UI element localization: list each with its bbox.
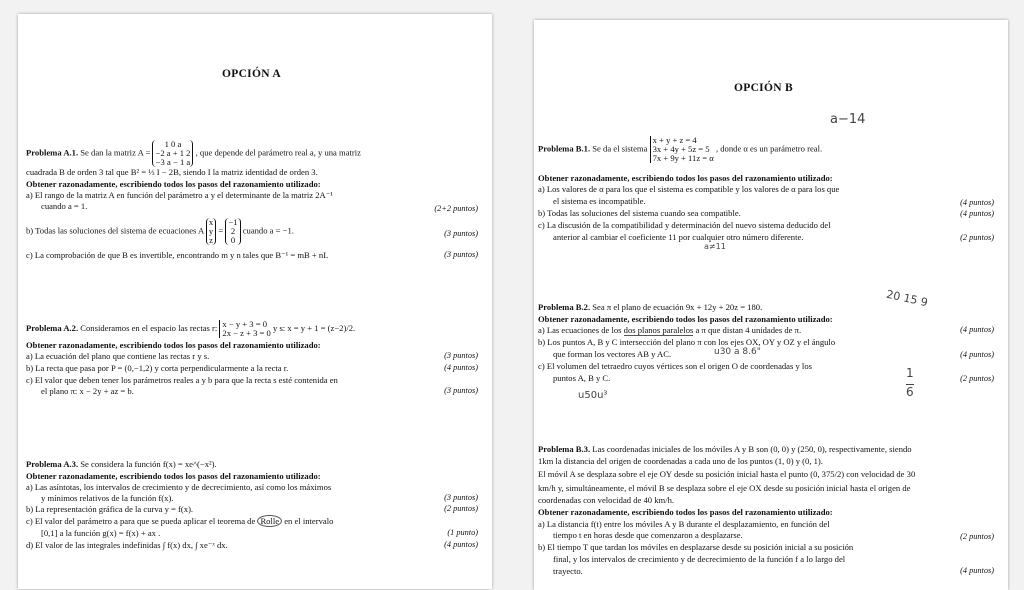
problem-b1-line1: Problema B.1. Se da el sistema x + y + z = 4 3x + 4y + 5z = 5 7x + 9y + 11z = α , donde α es un parámetro real. [538,135,823,163]
handwritten-note-6: 6 [906,385,914,399]
b3-item-a-cont: tiempo t en horas desde que comenzaron a desplazarse. [553,530,743,540]
b3-b-points: (4 puntos) [960,566,994,575]
page-option-b [534,20,1008,590]
b2-b-points: (4 puntos) [960,350,994,359]
b1-c-points: (2 puntos) [960,233,994,242]
a3-item-a: a) Las asíntotas, los intervalos de crecimiento y de decrecimiento, así como los máximos [26,482,332,492]
b2-c-points: (2 puntos) [960,374,994,383]
handwritten-note-2: a≠11 [704,242,726,251]
a3-item-c: c) El valor del parámetro a para que se pueda aplicar el teorema de Rolle en el intervalo [26,516,334,526]
a1-c-points: (3 puntos) [444,250,478,259]
b3-item-a: a) La distancia f(t) entre los móviles A y B durante el desplazamiento, en función del [538,519,830,529]
b3-line4: km/h y, simultáneamente, el móvil B se desplaza sobre el eje OX desde su posición inicial hasta el origen de [538,483,911,493]
a1-item-a: a) El rango de la matriz A en función del parámetro a y el determinante de la matriz 2A⁻¹ [26,190,333,200]
b2-item-b-cont: que forman los vectores AB y AC. [553,349,672,359]
b1-item-b: b) Todas las soluciones del sistema cuando sea compatible. [538,208,741,218]
underlined-parallel-planes: dos planos paralelos [623,325,694,335]
problem-b3-line1: Problema B.3. Las coordenadas iniciales de los móviles A y B son (0, 0) y (250, 0), respectivamente, siendo [538,444,912,454]
a1-b-points: (3 puntos) [444,229,478,238]
system-r: x − y + 3 = 0 2x − z + 3 = 0 [219,320,270,338]
b2-item-b: b) Los puntos A, B y C intersección del plano π con los ejes OX, OY y OZ y el ángulo [538,337,836,347]
instruction-a3: Obtener razonadamente, escribiendo todos los pasos del razonamiento utilizado: [26,471,321,481]
matrix-a: 1 0 a −2 a + 1 2 −3 a − 1 a [152,140,193,167]
handwritten-note-5: 1 [906,366,914,380]
a2-item-c: c) El valor que deben tener los parámetros reales a y b para que la recta s esté contenida en [26,375,338,385]
a2-item-a: a) La ecuación del plano que contiene las rectas r y s. [26,351,210,361]
instruction-b2: Obtener razonadamente, escribiendo todos los pasos del razonamiento utilizado: [538,314,833,324]
b1-item-a-cont: el sistema es incompatible. [553,196,646,206]
b1-item-a: a) Los valores de α para los que el sistema es compatible y los valores de α para los que [538,184,840,194]
b3-line5: coordenadas con velocidad de 40 km/h. [538,495,675,505]
a2-b-points: (4 puntos) [444,363,478,372]
b2-item-c-cont: puntos A, B y C. [553,373,611,383]
a2-a-points: (3 puntos) [444,351,478,360]
problem-b2-line1: Problema B.2. Sea π el plano de ecuación 9x + 12y + 20z = 180. [538,302,763,312]
a3-item-d: d) El valor de las integrales indefinidas ∫ f(x) dx, ∫ xe⁻ˣ dx. [26,540,228,550]
a3-d-points: (4 puntos) [444,540,478,549]
a2-item-c-cont: el plano π: x − 2y + az = b. [41,386,134,396]
b1-b-points: (4 puntos) [960,209,994,218]
b3-line2: 1km la distancia del origen de coordenadas a cada uno de los puntos (1, 0) y (0, 1). [538,456,823,466]
b2-item-a: a) Las ecuaciones de los dos planos paralelos a π que distan 4 unidades de π. [538,325,802,335]
instruction-a1: Obtener razonadamente, escribiendo todos los pasos del razonamiento utilizado: [26,179,321,189]
a1-a-points: (2+2 puntos) [434,204,478,213]
b2-a-points: (4 puntos) [960,325,994,334]
b3-item-b-cont: final, y los intervalos de crecimiento y de decrecimiento de la función f a lo largo del [553,554,846,564]
handwritten-note-7: u50u³ [578,390,608,401]
problem-a1-line1: Problema A.1. Se dan la matriz A = 1 0 a −2 a + 1 2 −3 a − 1 a , que depende del parámetro real a, y una matriz [26,139,361,167]
instruction-a2: Obtener razonadamente, escribiendo todos los pasos del razonamiento utilizado: [26,340,321,350]
a3-b-points: (2 puntos) [444,504,478,513]
a1-item-b: b) Todas las soluciones del sistema de ecuaciones A x y z = −1 2 0 cuando a = −1. [26,217,294,245]
a3-item-a-cont: y mínimos relativos de la función f(x). [41,493,174,503]
circled-word-rolle: Rolle [257,515,282,527]
a3-a-points: (3 puntos) [444,493,478,502]
a3-c-points: (1 punto) [447,528,478,537]
problem-a3-line1: Problema A.3. Se considera la función f(x) = xe^(−x²). [26,459,217,469]
a2-item-b: b) La recta que pasa por P = (0,−1,2) y corta perpendicularmente a la recta r. [26,363,289,373]
vector-xyz: x y z [206,218,216,245]
system-b1: x + y + z = 4 3x + 4y + 5z = 5 7x + 9y + 11z = α [650,136,714,163]
instruction-b3: Obtener razonadamente, escribiendo todos los pasos del razonamiento utilizado: [538,507,833,517]
b1-a-points: (4 puntos) [960,198,994,207]
instruction-b1: Obtener razonadamente, escribiendo todos los pasos del razonamiento utilizado: [538,173,833,183]
problem-a2-line1: Problema A.2. Consideramos en el espacio las rectas r: x − y + 3 = 0 2x − z + 3 = 0 y s: x = y + 1 = (z−2)/2. [26,319,356,338]
vector-rhs: −1 2 0 [225,218,240,245]
b3-item-b-cont2: trayecto. [553,566,583,576]
a3-item-c-cont: [0,1] a la función g(x) = f(x) + ax . [41,528,161,538]
a2-c-points: (3 puntos) [444,386,478,395]
handwritten-note-3: 20 15 9 [885,287,929,310]
problem-a1-line2: cuadrada B de orden 3 tal que B² = ⅓ I − 2B, siendo I la matriz identidad de orden 3. [26,167,318,177]
b3-a-points: (2 puntos) [960,532,994,541]
a3-item-b: b) La representación gráfica de la curva y = f(x). [26,504,194,514]
page-option-a [18,14,492,589]
handwritten-note-4: u30 a 8.6" [714,347,761,357]
a1-item-c: c) La comprobación de que B es invertible, encontrando m y n tales que B⁻¹ = mB + nI. [26,250,329,260]
b1-item-c-cont: anterior al cambiar el coeficiente 11 por cualquier otro número diferente. [553,232,804,242]
b2-item-c: c) El volumen del tetraedro cuyos vértices son el origen O de coordenadas y los [538,361,812,371]
b3-line3: El móvil A se desplaza sobre el eje OY desde su posición inicial hasta el punto (0, 375/2) con velocidad de 30 [538,469,916,479]
b3-item-b: b) El tiempo T que tardan los móviles en desplazarse desde su posición inicial a su posición [538,542,854,552]
option-b-title: OPCIÓN B [734,82,793,94]
handwritten-note-1: a−14 [830,112,866,127]
option-a-title: OPCIÓN A [222,68,281,80]
b1-item-c: c) La discusión de la compatibilidad y determinación del nuevo sistema deducido del [538,220,831,230]
a1-item-a-cont: cuando a = 1. [41,201,88,211]
